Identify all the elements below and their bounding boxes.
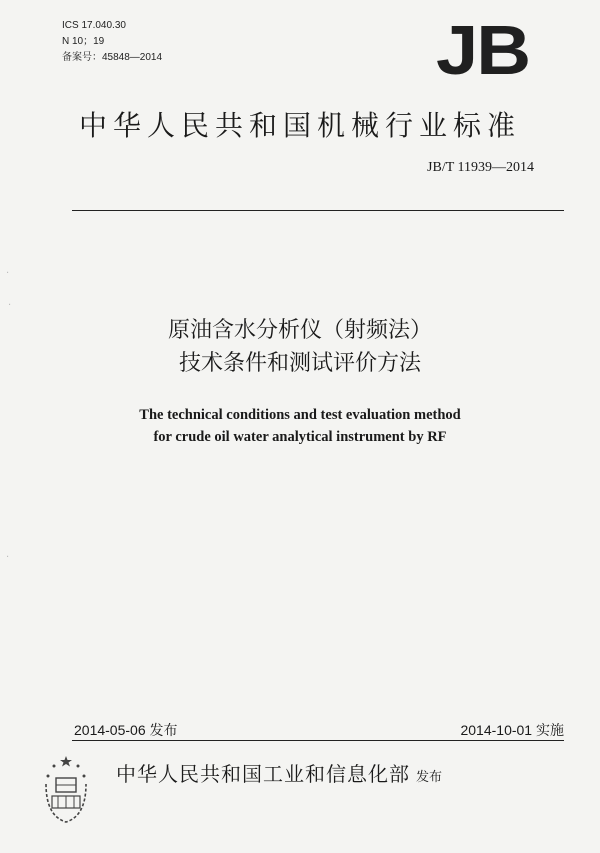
publisher	[116, 758, 442, 787]
scan-speck: ·	[8, 300, 12, 311]
record-number: 备案号：45848—2014	[62, 52, 163, 63]
header-metadata	[62, 18, 162, 66]
document-title-chinese	[0, 314, 600, 380]
standard-number: JB/T 11939—2014	[427, 160, 534, 175]
publisher-action: 发布	[416, 770, 443, 785]
scan-speck: ·	[6, 552, 10, 563]
title-zh-line-1: 原油含水分析仪（射频法）	[167, 318, 432, 343]
bottom-divider	[72, 740, 564, 741]
jb-logo: JB	[436, 11, 530, 90]
classification-code: N 10；19	[62, 36, 105, 47]
top-divider	[72, 210, 564, 211]
publisher-organization: 中华人民共和国工业和信息化部	[116, 762, 410, 786]
title-en-line-1: The technical conditions and test evaluation method	[139, 407, 461, 423]
ministry-seal-icon	[36, 754, 96, 826]
scan-speck: ·	[6, 268, 10, 279]
title-en-line-2: for crude oil water analytical instrument by RF	[153, 429, 447, 445]
implementation-date: 2014-10-01 实施	[460, 722, 564, 738]
document-title-english	[0, 404, 600, 448]
title-zh-line-2: 技术条件和测试评价方法	[178, 351, 421, 376]
ics-code: ICS 17.040.30	[62, 20, 126, 31]
standard-category-title: 中华人民共和国机械行业标准	[78, 109, 521, 142]
issue-date: 2014-05-06 发布	[74, 722, 178, 738]
